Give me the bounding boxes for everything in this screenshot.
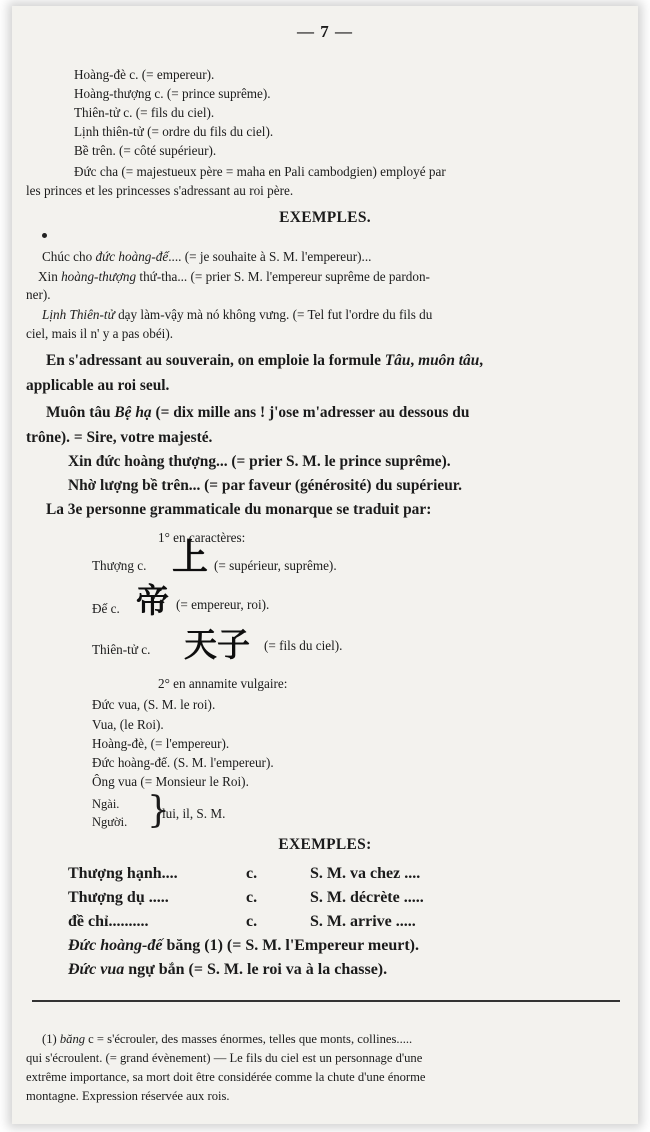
brace-gloss: lui, il, S. M. — [162, 806, 226, 821]
titles-list-item: Lịnh thiên-tử (= ordre du fils du ciel). — [74, 124, 274, 139]
table-c: c. — [246, 913, 258, 930]
titles-list-item: Hoàng-thượng c. (= prince suprême). — [74, 86, 271, 101]
vulgaire-nguoi: Người. — [92, 815, 128, 829]
table-c: c. — [246, 889, 258, 906]
paragraph-line: applicable au roi seul. — [26, 377, 170, 394]
chinese-characters-tianzi: 天子 — [184, 625, 250, 664]
example-line: ner). — [26, 287, 51, 302]
vulgaire-item: Vua, (le Roi). — [92, 717, 164, 732]
chinese-character-di: 帝 — [136, 581, 169, 620]
footnote-line: extrême importance, sa mort doit être considérée comme la chute d'une énorme — [26, 1070, 426, 1084]
vulgaire-item: Ông vua (= Monsieur le Roi). — [92, 774, 249, 789]
example-line: Lịnh Thiên-tử dạy làm-vậy mà nó không vưng. (= Tel fut l'ordre du fils du — [42, 307, 433, 322]
vulgaire-item: Hoàng-đè, (= l'empereur). — [92, 736, 230, 751]
example-line: ciel, mais il n' y a pas obéi). — [26, 326, 174, 341]
ink-dot — [42, 233, 47, 238]
caractere-gloss: (= fils du ciel). — [264, 638, 343, 653]
paragraph-line: En s'adressant au souverain, on emploie la formule Tâu, muôn tâu, — [46, 352, 484, 369]
paragraph-line: La 3e personne grammaticale du monarque se traduit par: — [46, 501, 432, 518]
paragraph-line: Xin đức hoàng thượng... (= prier S. M. le prince suprême). — [68, 453, 451, 470]
final-example: Đức hoàng-đế băng (1) (= S. M. l'Empereur meurt). — [68, 937, 419, 954]
vulgaire-ngai: Ngài. — [92, 797, 120, 811]
duc-cha-line-2: les princes et les princesses s'adressant au roi père. — [26, 183, 294, 198]
table-term: đề chỉ.......... — [68, 913, 149, 930]
caractere-gloss: (= empereur, roi). — [176, 597, 270, 612]
footnote-line: montagne. Expression réservée aux rois. — [26, 1089, 230, 1103]
caractere-gloss: (= supérieur, suprême). — [214, 558, 337, 573]
page-number: — 7 — — [297, 22, 353, 41]
paragraph-line: trône). = Sire, votre majesté. — [26, 429, 213, 446]
book-page — [12, 6, 638, 1124]
chinese-character-shang: 上 — [172, 537, 209, 578]
table-c: c. — [246, 865, 258, 882]
curly-brace-icon: } — [147, 790, 170, 831]
caractere-label: Thiên-tử c. — [92, 642, 151, 657]
vulgaire-item: Đức vua, (S. M. le roi). — [92, 697, 216, 712]
vulgaire-label: 2° en annamite vulgaire: — [158, 676, 288, 691]
paragraph-line: Nhờ lượng bề trên... (= par faveur (générosité) du supérieur. — [68, 477, 463, 494]
table-term: Thượng hạnh.... — [68, 865, 178, 882]
caractere-label: Đế c. — [92, 601, 120, 616]
section-heading: EXEMPLES. — [279, 209, 371, 226]
vulgaire-item: Đức hoàng-đế. (S. M. l'empereur). — [92, 755, 274, 770]
duc-cha-line-1: Đức cha (= majestueux père = maha en Pali cambodgien) employé par — [74, 164, 446, 179]
section-heading: EXEMPLES: — [278, 836, 372, 853]
caractere-label: Thượng c. — [92, 558, 147, 573]
footnote-line: (1) băng c = s'écrouler, des masses énormes, telles que monts, collines..... — [42, 1032, 413, 1046]
example-line: Xin hoàng-thượng thứ-tha... (= prier S. M. l'empereur suprême de pardon- — [38, 269, 430, 284]
footnote-line: qui s'écroulent. (= grand évènement) — Le fils du ciel est un personnage d'une — [26, 1051, 423, 1065]
example-line: Chúc cho đức hoàng-đế.... (= je souhaite à S. M. l'empereur)... — [42, 249, 372, 264]
footnote-divider — [32, 1000, 620, 1002]
paragraph-line: Muôn tâu Bệ hạ (= dix mille ans ! j'ose m'adresser au dessous du — [46, 404, 470, 421]
table-gloss: S. M. décrète ..... — [310, 889, 424, 906]
table-gloss: S. M. arrive ..... — [310, 913, 416, 930]
titles-list-item: Hoàng-đè c. (= empereur). — [74, 67, 215, 82]
final-example: Đức vua ngự bắn (= S. M. le roi va à la chasse). — [68, 961, 388, 978]
table-gloss: S. M. va chez .... — [310, 865, 421, 882]
caracteres-label: 1° en caractères: — [158, 530, 246, 545]
titles-list-item: Bề trên. (= côté supérieur). — [74, 143, 217, 158]
table-term: Thượng dụ ..... — [68, 889, 169, 906]
titles-list-item: Thiên-tử c. (= fils du ciel). — [74, 105, 215, 120]
